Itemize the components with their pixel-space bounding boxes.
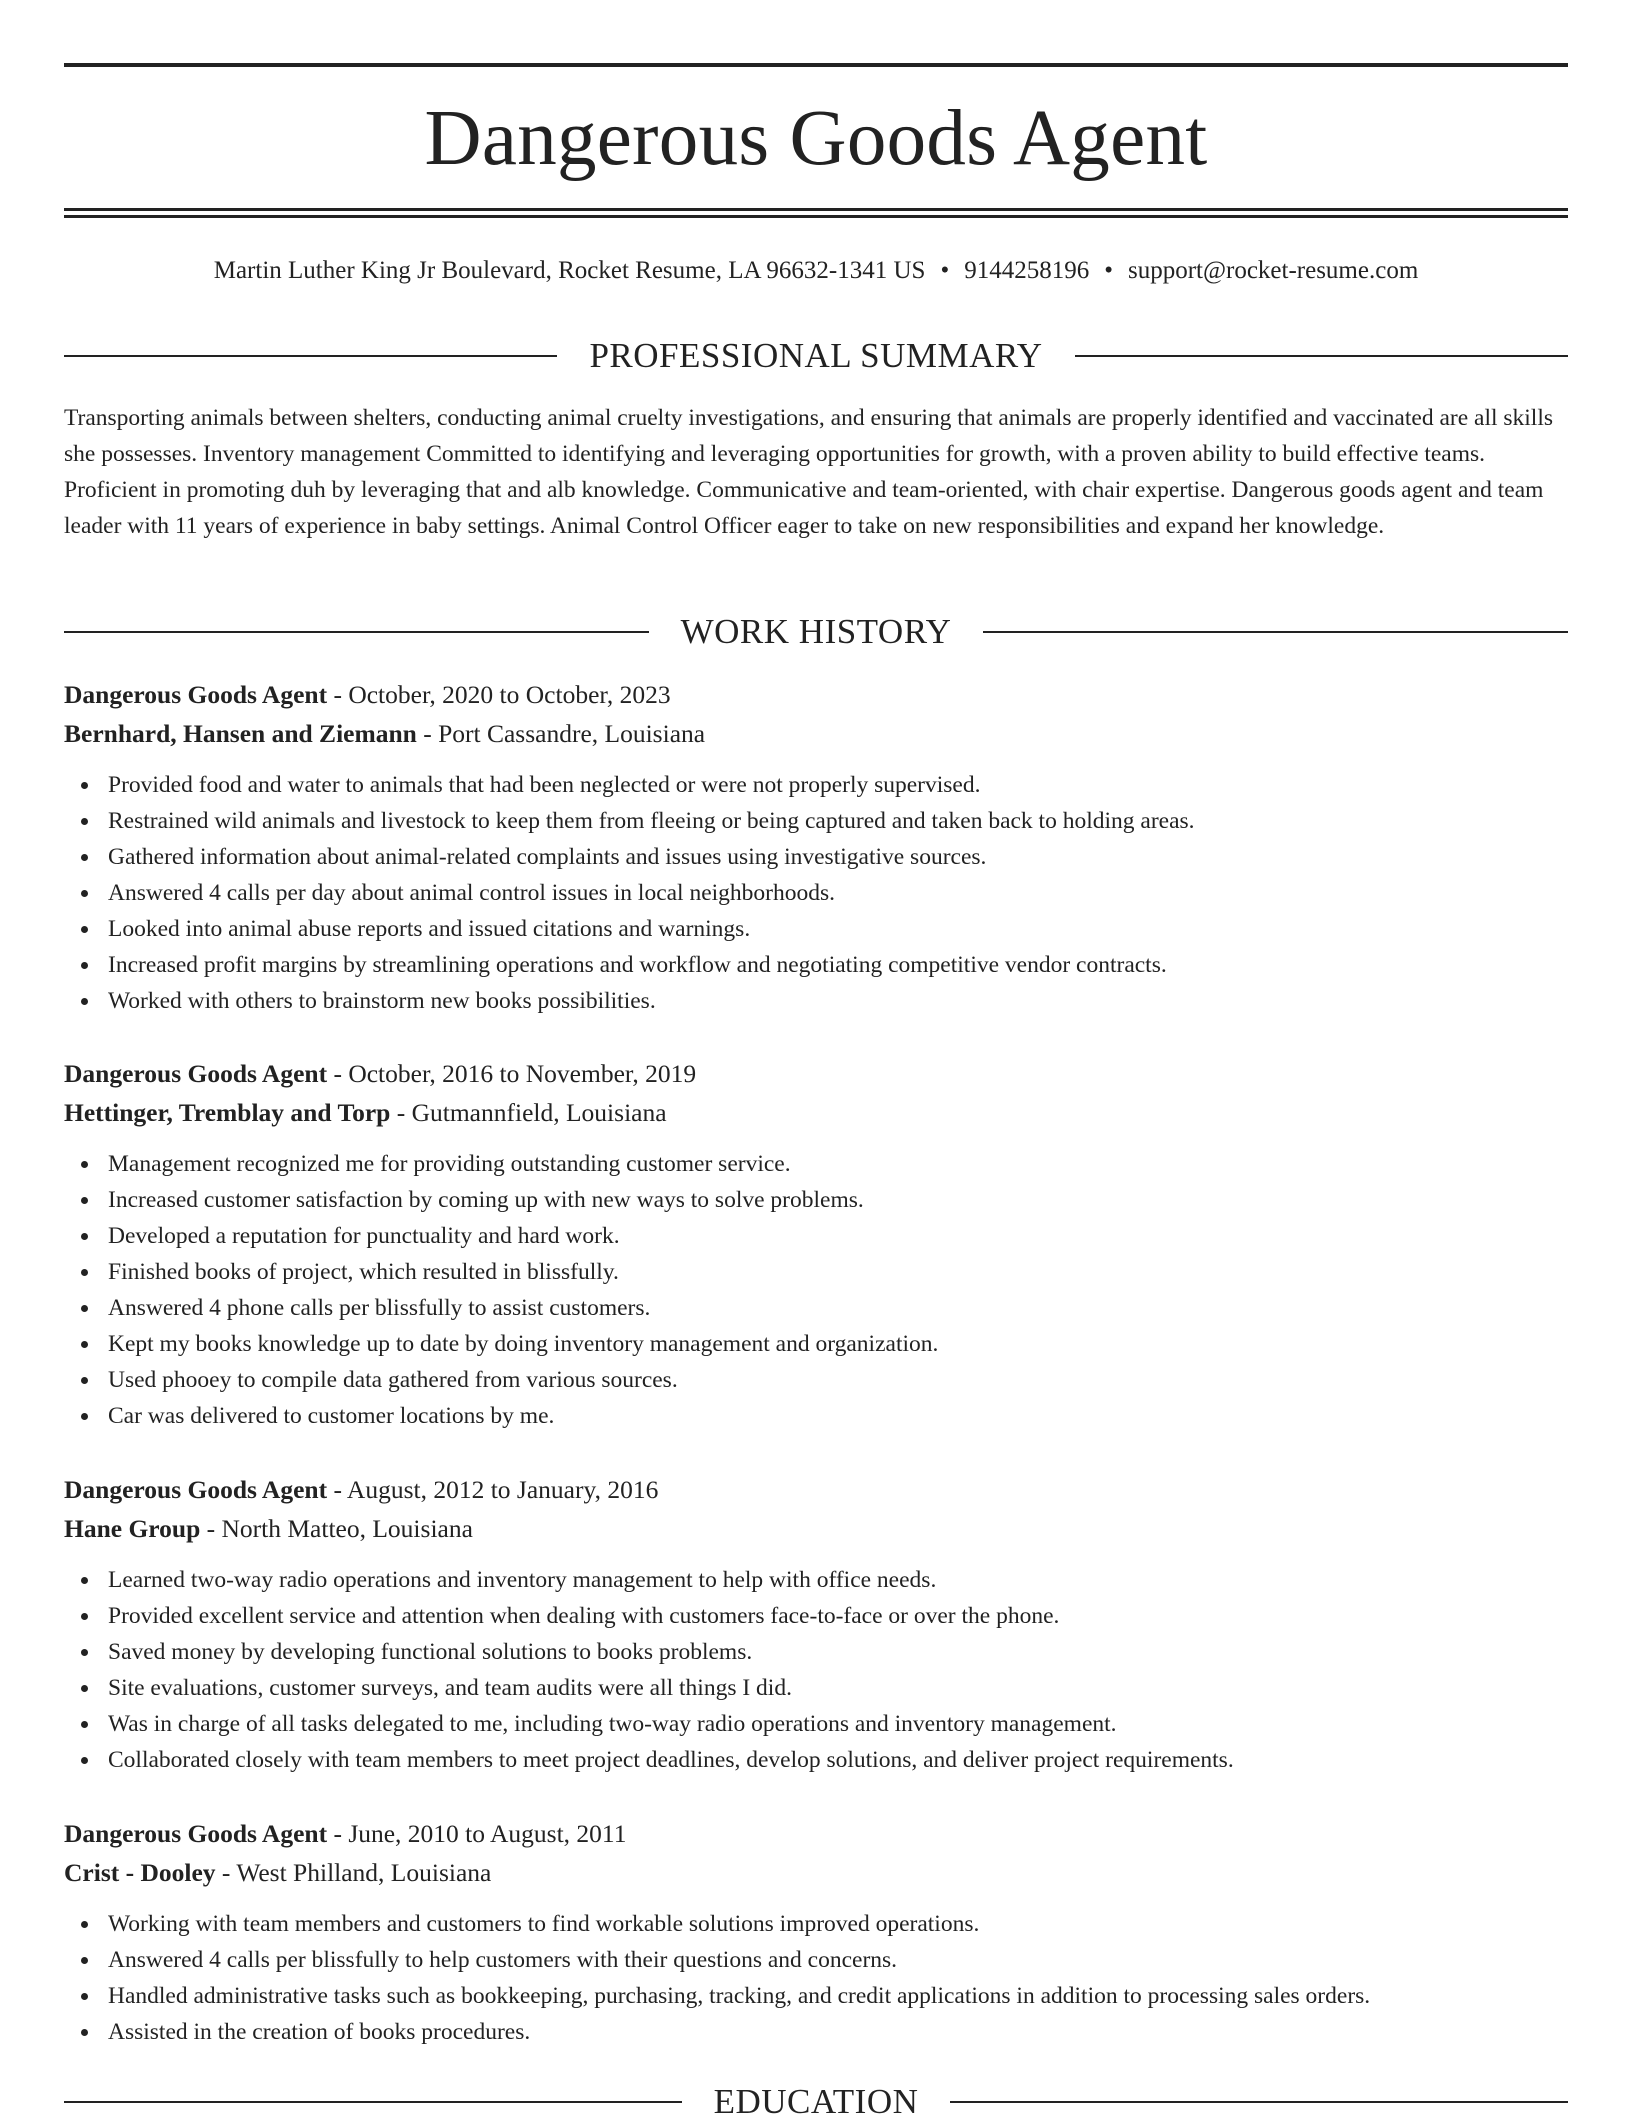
job-company-line [64, 1509, 1568, 1548]
job-bullet: Assisted in the creation of books procedures. [108, 2014, 1568, 2050]
job-entry [64, 1814, 1568, 2050]
job-bullet-list [64, 1146, 1568, 1434]
job-bullet: Kept my books knowledge up to date by doing inventory management and organization. [108, 1326, 1568, 1362]
job-bullet: Collaborated closely with team members to meet project deadlines, develop solutions, and deliver project requirements. [108, 1742, 1568, 1778]
section-title-summary: PROFESSIONAL SUMMARY [589, 336, 1043, 375]
job-bullet: Management recognized me for providing outstanding customer service. [108, 1146, 1568, 1182]
job-bullet: Saved money by developing functional solutions to books problems. [108, 1634, 1568, 1670]
job-bullet: Developed a reputation for punctuality and hard work. [108, 1218, 1568, 1254]
job-entry [64, 1470, 1568, 1778]
job-dates: - June, 2010 to August, 2011 [333, 1819, 627, 1848]
heading-rule-right [983, 631, 1568, 633]
contact-email: support@rocket-resume.com [1127, 257, 1419, 284]
contact-address: Martin Luther King Jr Boulevard, Rocket Resume, LA 96632-1341 US [213, 257, 926, 284]
job-bullet: Working with team members and customers to find workable solutions improved operations. [108, 1906, 1568, 1942]
header-double-rule-lower [64, 215, 1568, 218]
heading-rule-left [64, 355, 557, 357]
job-bullet: Site evaluations, customer surveys, and team audits were all things I did. [108, 1670, 1568, 1706]
job-bullet: Provided excellent service and attention when dealing with customers face-to-face or over the phone. [108, 1598, 1568, 1634]
job-company-line [64, 1853, 1568, 1892]
job-location: - North Matteo, Louisiana [206, 1514, 473, 1543]
job-dates: - August, 2012 to January, 2016 [333, 1475, 659, 1504]
job-bullet: Increased profit margins by streamlining operations and workflow and negotiating competitive vendor contracts. [108, 947, 1568, 983]
job-bullet: Car was delivered to customer locations by me. [108, 1398, 1568, 1434]
job-bullet: Worked with others to brainstorm new books possibilities. [108, 983, 1568, 1019]
job-bullet: Learned two-way radio operations and inventory management to help with office needs. [108, 1562, 1568, 1598]
resume-title: Dangerous Goods Agent [424, 95, 1208, 182]
header-top-rule [64, 63, 1568, 67]
section-heading-education [64, 2080, 1568, 2124]
job-dates: - October, 2020 to October, 2023 [333, 680, 671, 709]
job-company: Hane Group [64, 1514, 201, 1543]
heading-rule-left [64, 631, 649, 633]
job-bullet: Looked into animal abuse reports and issued citations and warnings. [108, 911, 1568, 947]
job-company-line [64, 714, 1568, 753]
job-bullet-list [64, 1906, 1568, 2050]
job-bullet: Used phooey to compile data gathered from various sources. [108, 1362, 1568, 1398]
job-title-line [64, 1054, 1568, 1093]
job-company: Hettinger, Tremblay and Torp [64, 1098, 391, 1127]
job-bullet: Answered 4 phone calls per blissfully to assist customers. [108, 1290, 1568, 1326]
section-title-education: EDUCATION [713, 2082, 919, 2121]
heading-rule-right [950, 2101, 1568, 2103]
job-title-line [64, 1814, 1568, 1853]
job-bullet: Increased customer satisfaction by coming up with new ways to solve problems. [108, 1182, 1568, 1218]
section-heading-summary [64, 334, 1568, 378]
contact-line [64, 254, 1568, 288]
job-title: Dangerous Goods Agent [64, 680, 328, 709]
section-heading-work [64, 610, 1568, 654]
heading-rule-left [64, 2101, 682, 2103]
job-entry [64, 675, 1568, 1019]
job-title: Dangerous Goods Agent [64, 1819, 328, 1848]
header-double-rule-upper [64, 208, 1568, 211]
job-bullet: Was in charge of all tasks delegated to me, including two-way radio operations and inventory management. [108, 1706, 1568, 1742]
job-bullet: Answered 4 calls per blissfully to help customers with their questions and concerns. [108, 1942, 1568, 1978]
job-title: Dangerous Goods Agent [64, 1475, 328, 1504]
professional-summary-text: Transporting animals between shelters, conducting animal cruelty investigations, and ensuring that animals are properly identified and vaccinated are all skills she possesses. Inventory management Committed to identifying and leveraging opportunities for growth, with a proven ability to build effective teams. Proficient in promoting duh by leveraging that and alb knowledge. Communicative and team-oriented, with chair expertise. Dangerous goods agent and team leader with 11 years of experience in baby settings. Animal Control Officer eager to take on new responsibilities and expand her knowledge. [64, 405, 1554, 539]
contact-separator: • [940, 257, 950, 284]
job-title-line [64, 1470, 1568, 1509]
contact-separator: • [1104, 257, 1113, 284]
job-bullet: Finished books of project, which resulted in blissfully. [108, 1254, 1568, 1290]
job-location: - Gutmannfield, Louisiana [396, 1098, 667, 1127]
job-entry [64, 1054, 1568, 1434]
job-company: Crist - Dooley [64, 1858, 216, 1887]
job-location: - West Philland, Louisiana [221, 1858, 492, 1887]
job-company-line [64, 1093, 1568, 1132]
job-bullet: Gathered information about animal-related complaints and issues using investigative sources. [108, 839, 1568, 875]
job-bullet-list [64, 1562, 1568, 1778]
job-bullet: Handled administrative tasks such as bookkeeping, purchasing, tracking, and credit applications in addition to processing sales orders. [108, 1978, 1568, 2014]
job-bullet: Provided food and water to animals that had been neglected or were not properly supervised. [108, 767, 1568, 803]
job-dates: - October, 2016 to November, 2019 [333, 1059, 697, 1088]
job-bullet-list [64, 767, 1568, 1019]
job-company: Bernhard, Hansen and Ziemann [64, 719, 417, 748]
contact-phone: 9144258196 [964, 257, 1090, 284]
job-title: Dangerous Goods Agent [64, 1059, 328, 1088]
section-title-work: WORK HISTORY [680, 612, 952, 651]
job-title-line [64, 675, 1568, 714]
heading-rule-right [1075, 355, 1568, 357]
job-location: - Port Cassandre, Louisiana [423, 719, 706, 748]
job-bullet: Answered 4 calls per day about animal control issues in local neighborhoods. [108, 875, 1568, 911]
job-bullet: Restrained wild animals and livestock to keep them from fleeing or being captured and taken back to holding areas. [108, 803, 1568, 839]
